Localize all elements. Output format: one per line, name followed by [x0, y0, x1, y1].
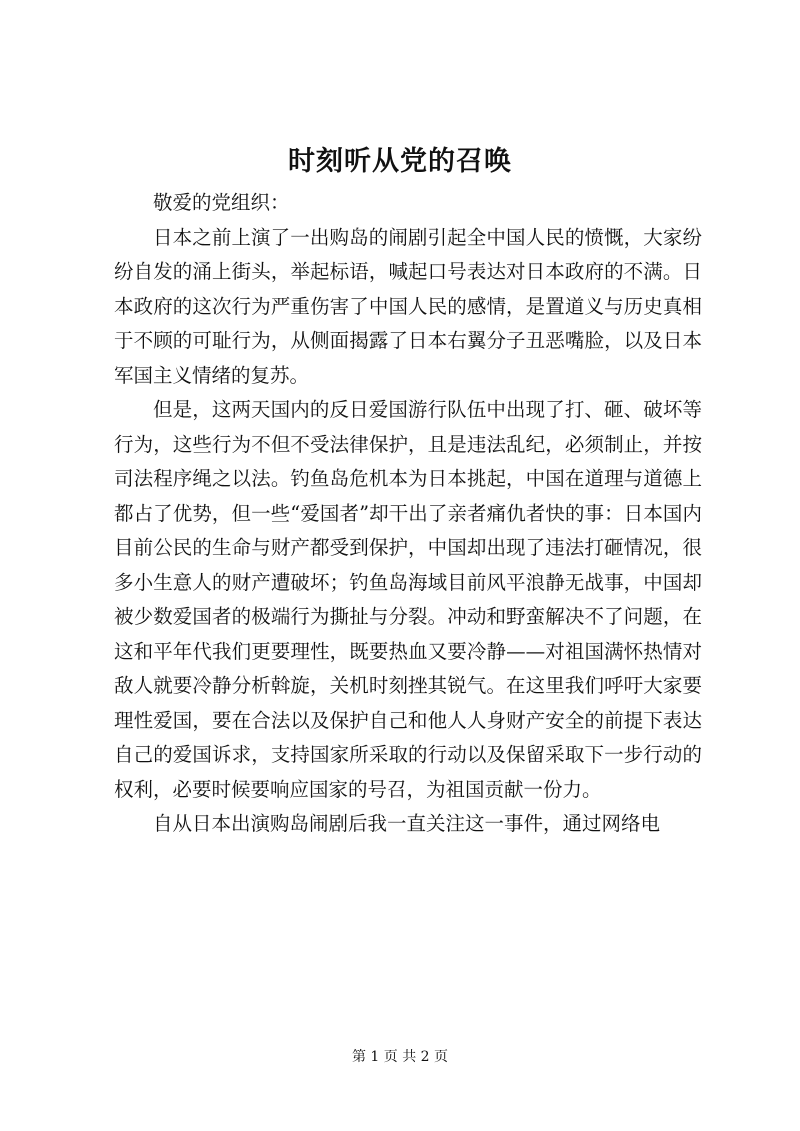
paragraph-2: 但是，这两天国内的反日爱国游行队伍中出现了打、砸、破坏等行为，这些行为不但不受法律保护，且是违法乱纪，必须制止，并按司法程序绳之以法。钓鱼岛危机本为日本挑起，中国在道理与道德上都占了优势，但一些“爱国者”却干出了亲者痛仇者快的事：日本国内目前公民的生命与财产都受到保护，中国却出现了违法打砸情况，很多小生意人的财产遭破坏；钓鱼岛海域目前风平浪静无战事，中国却被少数爱国者的极端行为撕扯与分裂。冲动和野蛮解决不了问题，在这和平年代我们更要理性，既要热血又要冷静——对祖国满怀热情对敌人就要冷静分析斡旋，关机时刻挫其锐气。在这里我们呼吁大家要理性爱国，要在合法以及保护自己和他人人身财产安全的前提下表达自己的爱国诉求，支持国家所采取的行动以及保留采取下一步行动的权利，必要时候要响应国家的号召，为祖国贡献一份力。: [114, 398, 702, 801]
salutation: 敬爱的党组织：: [153, 191, 290, 214]
document-body: [114, 186, 702, 842]
page-number-footer: 第 1 页 共 2 页: [351, 1049, 449, 1065]
paragraph-1: 日本之前上演了一出购岛的闹剧引起全中国人民的愤慨，大家纷纷自发的涌上街头，举起标语，喊起口号表达对日本政府的不满。日本政府的这次行为严重伤害了中国人民的感情，是置道义与历史真相于不顾的可耻行为，从侧面揭露了日本右翼分子丑恶嘴脸，以及日本军国主义情绪的复苏。: [114, 225, 702, 387]
document-title: 时刻听从党的召唤: [288, 146, 512, 177]
paragraph-3: 自从日本出演购岛闹剧后我一直关注这一事件，通过网络电: [153, 812, 661, 835]
